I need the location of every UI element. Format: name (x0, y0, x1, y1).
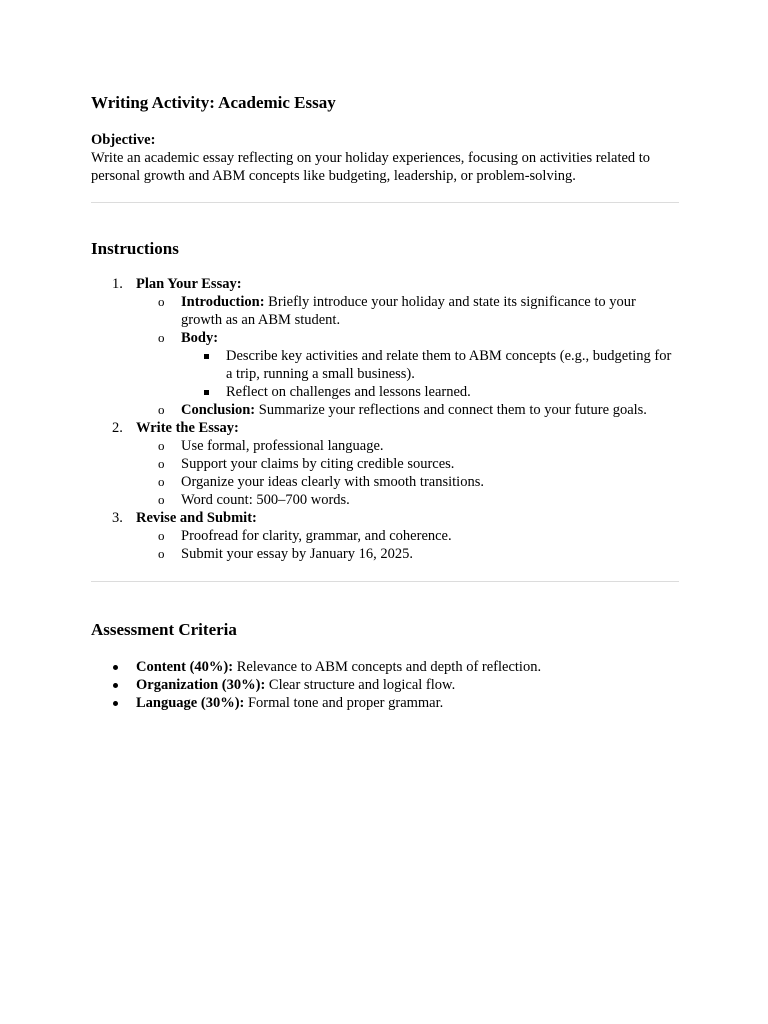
divider (91, 202, 679, 203)
item-text: Proofread for clarity, grammar, and coherence. (181, 528, 452, 544)
square-bullet-icon (204, 354, 209, 359)
step-sublist (136, 527, 679, 563)
objective-label: Objective: (91, 132, 156, 148)
list-item (136, 401, 679, 419)
list-item (91, 658, 679, 676)
item-text: Word count: 500–700 words. (181, 492, 350, 508)
list-item (136, 545, 679, 563)
item-text: Organize your ideas clearly with smooth transitions. (181, 474, 484, 490)
list-item (136, 491, 679, 509)
list-item (136, 437, 679, 455)
criterion-label: Organization (30%): (136, 677, 266, 693)
objective-section (91, 131, 679, 185)
step-label: Plan Your Essay: (136, 276, 242, 292)
step-write (91, 419, 679, 509)
criterion-text: Relevance to ABM concepts and depth of reflection. (233, 659, 542, 675)
instructions-heading: Instructions (91, 239, 179, 258)
circle-bullet-icon: o (158, 438, 165, 453)
item-text: Describe key activities and relate them to ABM concepts (e.g., budgeting for a trip, running a small business). (226, 348, 672, 382)
criterion-label: Content (40%): (136, 659, 234, 675)
step-number: 3. (112, 510, 123, 526)
assessment-heading: Assessment Criteria (91, 620, 237, 639)
list-item (181, 383, 679, 401)
circle-bullet-icon: o (158, 330, 165, 345)
criterion-label: Language (30%): (136, 695, 245, 711)
instructions-list (91, 275, 679, 563)
circle-bullet-icon: o (158, 456, 165, 471)
body-sublist (181, 347, 679, 401)
step-sublist (136, 437, 679, 509)
circle-bullet-icon: o (158, 294, 165, 309)
objective-text: Write an academic essay reflecting on your holiday experiences, focusing on activities related to personal growth and ABM concepts like budgeting, leadership, or problem-solving. (91, 150, 651, 184)
criterion-text: Formal tone and proper grammar. (244, 695, 444, 711)
item-text: Briefly introduce your holiday and state its significance to your growth as an ABM student. (181, 294, 636, 328)
document-content (91, 92, 679, 712)
list-item (136, 527, 679, 545)
circle-bullet-icon: o (158, 492, 165, 507)
list-item (91, 694, 679, 712)
step-number: 1. (112, 276, 123, 292)
square-bullet-icon (204, 390, 209, 395)
step-sublist (136, 293, 679, 419)
page-title: Writing Activity: Academic Essay (91, 93, 336, 112)
bullet-icon (113, 683, 118, 688)
step-label: Write the Essay: (136, 420, 239, 436)
item-label: Introduction: (181, 294, 265, 310)
step-number: 2. (112, 420, 123, 436)
list-item (136, 455, 679, 473)
list-item (136, 293, 679, 329)
circle-bullet-icon: o (158, 402, 165, 417)
criterion-text: Clear structure and logical flow. (265, 677, 456, 693)
bullet-icon (113, 701, 118, 706)
list-item (91, 676, 679, 694)
item-text: Summarize your reflections and connect them to your future goals. (255, 402, 647, 418)
item-label: Conclusion: (181, 402, 256, 418)
list-item (136, 329, 679, 401)
item-text: Reflect on challenges and lessons learned. (226, 384, 471, 400)
item-text: Submit your essay by January 16, 2025. (181, 546, 413, 562)
item-text: Support your claims by citing credible sources. (181, 456, 455, 472)
circle-bullet-icon: o (158, 528, 165, 543)
assessment-list (91, 658, 679, 712)
circle-bullet-icon: o (158, 546, 165, 561)
list-item (181, 347, 679, 383)
divider (91, 581, 679, 582)
step-label: Revise and Submit: (136, 510, 257, 526)
item-text: Use formal, professional language. (181, 438, 384, 454)
step-plan (91, 275, 679, 419)
list-item (136, 473, 679, 491)
circle-bullet-icon: o (158, 474, 165, 489)
step-revise (91, 509, 679, 563)
item-label: Body: (181, 330, 219, 346)
bullet-icon (113, 665, 118, 670)
